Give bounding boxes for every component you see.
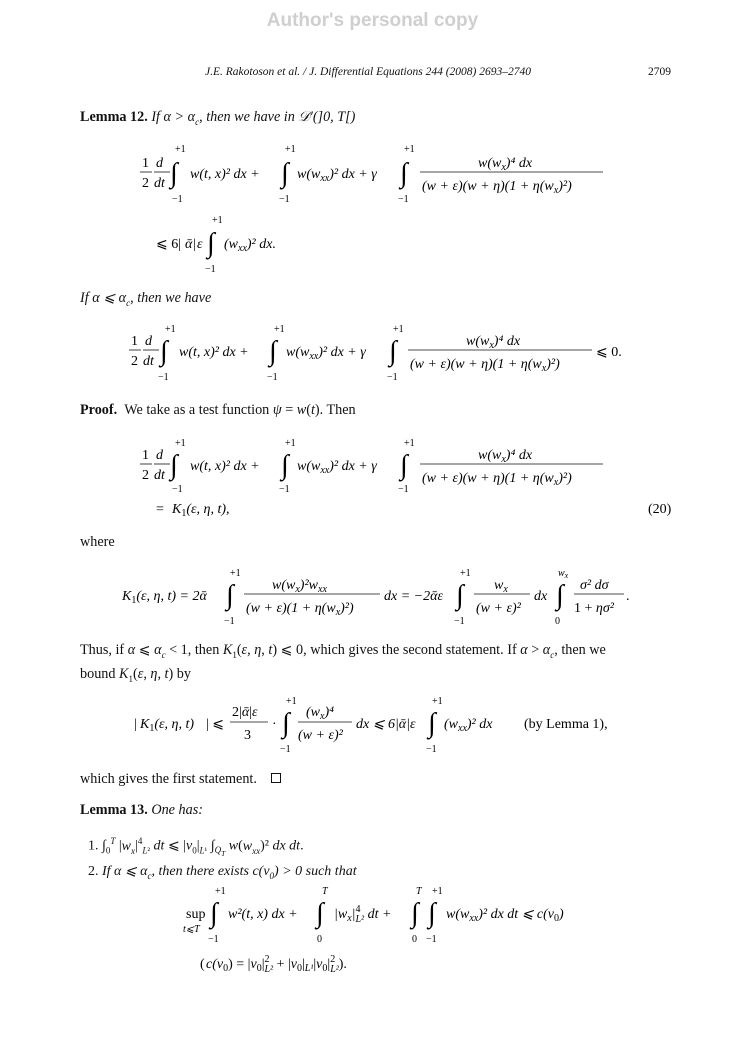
svg-text:=: = <box>156 502 164 517</box>
svg-text:|: | <box>193 237 196 252</box>
svg-text:1: 1 <box>142 448 149 463</box>
thus-line-2: bound $K_1(\varepsilon$, η, t) by <box>80 665 191 684</box>
svg-text:ε: ε <box>197 237 203 252</box>
svg-text:2: 2 <box>142 176 149 191</box>
proof-closing-text: which gives the first statement. <box>80 771 257 787</box>
equation-20 <box>0 432 745 522</box>
lemma13-sup-equation <box>0 880 745 990</box>
svg-text:(: ( <box>200 957 205 972</box>
svg-text:1: 1 <box>131 334 138 349</box>
list-item: 2. If α ⩽ $\alpha_c$, then there exists $c(v_0) > 0$ such that <box>88 864 357 882</box>
svg-text:2|ᾱ|ε: 2|ᾱ|ε <box>232 705 258 720</box>
svg-text:| ⩽: | ⩽ <box>206 717 225 732</box>
svg-text:−1: −1 <box>426 744 437 755</box>
svg-text:+1: +1 <box>165 324 176 335</box>
proof-label: Proof. <box>80 402 118 418</box>
lemma13-statement <box>80 801 675 820</box>
svg-text:w(wxx)² dx + γ: $w(w_{xx})^2$ dx + γ <box>286 345 366 362</box>
lemma12-label: Lemma 12. <box>80 109 148 125</box>
svg-text:T: T <box>416 886 422 897</box>
qed-symbol <box>271 773 281 783</box>
svg-text:dx: dx <box>534 589 548 604</box>
list-item: 1. $\int_0^T$ $|w_x|^4_{L^2}$ dt ⩽ $|v_0|_{L^1}$ $\int_{Q_T}$ $w(w_{xx})^2$ dx dt. <box>88 836 304 859</box>
lemma12-second-case: If α ⩽ $\alpha_c$, then we have <box>80 290 212 308</box>
where-text: where <box>80 534 115 550</box>
svg-text:∫: ∫ <box>207 228 215 259</box>
svg-text:−1: −1 <box>224 616 235 627</box>
svg-text:(w + ε)(1 + η(wx)²): $(w + \varepsilon)(1 + \eta(w_x)^2)$ <box>246 601 354 618</box>
svg-text:+1: +1 <box>175 144 186 155</box>
svg-text:∫: ∫ <box>556 580 564 611</box>
svg-text:(w + ε)²: (w + ε)² <box>298 728 343 743</box>
svg-text:w(wx)⁴ dx: $w(w_x)^4$ dx <box>478 448 533 465</box>
svg-text:+1: +1 <box>274 324 285 335</box>
svg-text:w(t, x)² dx +: w(t, x)² dx + <box>190 167 260 182</box>
svg-text:∫: ∫ <box>400 158 408 189</box>
svg-text:+1: +1 <box>212 215 223 226</box>
svg-text:−1: −1 <box>267 372 278 383</box>
svg-text:∫: ∫ <box>170 158 178 189</box>
svg-text:∫: ∫ <box>282 708 290 739</box>
watermark: Author's personal copy <box>266 10 479 31</box>
svg-text:−1: −1 <box>426 934 437 945</box>
svg-text:(w + ε)(w + η)(1 + η(wx)²): $(w + \varepsilon)(w + \eta)(1 + \eta(w_x)^2)$ <box>410 357 560 374</box>
svg-text:w(wxx)² dx + γ: $w(w_{xx})^2$ dx + γ <box>297 459 377 476</box>
svg-text:(wx)⁴: $(w_x)^4$ <box>306 705 334 722</box>
svg-text:∫: ∫ <box>160 336 168 367</box>
thus-paragraph <box>80 641 675 689</box>
svg-text:∫: ∫ <box>316 898 324 929</box>
svg-text:dx = −2ᾱε: dx = −2ᾱε <box>384 589 443 604</box>
svg-text:∫: ∫ <box>269 336 277 367</box>
bound-note: (by Lemma 1), <box>524 717 608 732</box>
svg-text:dx ⩽ 6|ᾱ|ε: dx ⩽ 6|ᾱ|ε <box>356 717 416 732</box>
svg-text:−1: −1 <box>398 484 409 495</box>
svg-text:(wxx)² dx: $(w_{xx})^2$ dx <box>444 717 493 734</box>
svg-text:−1: −1 <box>279 484 290 495</box>
svg-text:−1: −1 <box>208 934 219 945</box>
svg-text:·: · <box>272 717 277 732</box>
svg-text:dt: dt <box>154 468 165 483</box>
svg-text:0: 0 <box>317 934 322 945</box>
svg-text:(w + ε)²: (w + ε)² <box>476 601 521 616</box>
svg-text:K1(ε, η, t) = 2ᾱ: $K_1(\varepsilon$, η, t) = 2ᾱ <box>122 589 207 606</box>
svg-text:−1: −1 <box>158 372 169 383</box>
svg-text:σ² dσ: σ² dσ <box>580 578 609 593</box>
svg-text:−1: −1 <box>398 194 409 205</box>
svg-text:w(wx)⁴ dx: $w(w_x)^4$ dx <box>466 334 521 351</box>
K1-bound-equation <box>0 692 745 756</box>
svg-text:d: d <box>156 448 163 463</box>
item-number: 1. <box>88 838 99 854</box>
svg-text:d: d <box>156 156 163 171</box>
svg-text:1: 1 <box>142 156 149 171</box>
svg-text:+1: +1 <box>286 696 297 707</box>
svg-text:.: . <box>626 589 630 604</box>
lemma12-equation-2 <box>0 318 745 390</box>
svg-text:w(t, x)² dx +: w(t, x)² dx + <box>179 345 249 360</box>
svg-text:dt: dt <box>154 176 165 191</box>
svg-text:+1: +1 <box>432 696 443 707</box>
svg-text:3: 3 <box>244 728 251 743</box>
svg-text:∫: ∫ <box>226 580 234 611</box>
proof-closing <box>80 770 675 789</box>
svg-text:∫: ∫ <box>456 580 464 611</box>
svg-text:K1(ε, η, t),: $K_1(\varepsilon$, η, t), <box>172 502 230 519</box>
svg-text:2: 2 <box>142 468 149 483</box>
svg-text:w(t, x)² dx +: w(t, x)² dx + <box>190 459 260 474</box>
svg-text:+1: +1 <box>285 438 296 449</box>
svg-text:+1: +1 <box>393 324 404 335</box>
svg-text:t⩽T: t⩽T <box>183 924 200 935</box>
svg-text:|: | <box>134 717 137 732</box>
svg-text:∫: ∫ <box>411 898 419 929</box>
svg-text:w(wxx)² dx dt ⩽ c(v0): $w(w_{xx})^2$ dx dt ⩽ $c(v_0)$ <box>446 907 564 924</box>
svg-text:∫: ∫ <box>389 336 397 367</box>
svg-text:∫: ∫ <box>428 708 436 739</box>
svg-text:+1: +1 <box>432 886 443 897</box>
svg-text:+1: +1 <box>404 144 415 155</box>
svg-text:−1: −1 <box>172 484 183 495</box>
svg-text:0: 0 <box>555 616 560 627</box>
svg-text:dt: dt <box>143 354 154 369</box>
svg-text:(wxx)² dx.: $(w_{xx})^2$ dx. <box>224 237 276 254</box>
svg-text:+1: +1 <box>215 886 226 897</box>
svg-text:+1: +1 <box>175 438 186 449</box>
lemma12-statement: Lemma 12. If $\alpha > \alpha_c$, then we have in 𝒟′(]0, T[) <box>80 109 356 127</box>
svg-text:−1: −1 <box>172 194 183 205</box>
K1-definition-equation <box>0 562 745 634</box>
proof-intro: Proof. We take as a test function ψ = w(t). Then <box>80 402 356 418</box>
svg-text:−1: −1 <box>387 372 398 383</box>
svg-text:+1: +1 <box>285 144 296 155</box>
svg-text:K1(ε, η, t): $K_1(\varepsilon$, η, t) <box>140 717 195 734</box>
svg-text:⩽ 6|: ⩽ 6| <box>156 237 182 252</box>
svg-text:0: 0 <box>412 934 417 945</box>
svg-text:−1: −1 <box>454 616 465 627</box>
svg-text:−1: −1 <box>205 264 216 275</box>
svg-text:−1: −1 <box>279 194 290 205</box>
svg-text:1 + ησ²: 1 + ησ² <box>574 601 614 616</box>
lemma13-items <box>88 832 357 885</box>
svg-text:∫: ∫ <box>428 898 436 929</box>
lemma13-text: One has: <box>151 802 203 818</box>
svg-text:wx: $w_x$ <box>494 578 508 595</box>
svg-text:+1: +1 <box>460 568 471 579</box>
equation-20-number: (20) <box>648 502 672 517</box>
svg-text:w(wx)⁴ dx: $w(w_x)^4$ dx <box>478 156 533 173</box>
svg-text:(w + ε)(w + η)(1 + η(wx)²): $(w + \varepsilon)(w + \eta)(1 + \eta(w_x)^2)$ <box>422 179 572 196</box>
svg-text:c(v0) = |v0|2L² + |v0|L¹|v0|2L: $c(v_0) = |v_0|^2$ $L^2 + |v_0|_{L^1}|v_0|^2$ L²). <box>206 954 347 975</box>
svg-text:(w + ε)(w + η)(1 + η(wx)²): $(w + \varepsilon)(w + \eta)(1 + \eta(w_x)^2)$ <box>422 471 572 488</box>
svg-text:2: 2 <box>131 354 138 369</box>
thus-line-1: Thus, if α ⩽ $\alpha_c < 1$, then $K_1(\varepsilon$, η, t) ⩽ 0, which gives the second statement. If $\alpha > \alpha_c$, then we <box>80 642 606 660</box>
svg-text:d: d <box>145 334 152 349</box>
svg-text:ᾱ: ᾱ <box>185 237 193 252</box>
lemma12-equation-1 <box>0 140 745 280</box>
svg-text:∫: ∫ <box>400 450 408 481</box>
svg-text:w(wx)²wxx: $w(w_x)^2w_{xx}$ <box>272 578 327 595</box>
svg-text:∫: ∫ <box>170 450 178 481</box>
svg-text:w(wxx)² dx + γ: $w(w_{xx})^2$ dx + γ <box>297 167 377 184</box>
running-head: J.E. Rakotoson et al. / J. Differential Equations 244 (2008) 2693–2740 <box>205 66 532 78</box>
svg-text:|wx|4L² dt +: $|w_x|^4$ L² dt + <box>334 904 392 925</box>
svg-text:+1: +1 <box>404 438 415 449</box>
svg-text:∫: ∫ <box>210 898 218 929</box>
item-number: 2. <box>88 864 99 880</box>
svg-text:sup: sup <box>186 907 206 922</box>
svg-text:−1: −1 <box>280 744 291 755</box>
svg-text:∫: ∫ <box>281 158 289 189</box>
svg-text:+1: +1 <box>230 568 241 579</box>
page-number: 2709 <box>648 66 671 78</box>
svg-text:wx: $w_x$ <box>558 568 569 580</box>
svg-text:⩽ 0.: ⩽ 0. <box>596 345 622 360</box>
svg-text:∫: ∫ <box>281 450 289 481</box>
svg-text:w²(t, x) dx +: w²(t, x) dx + <box>228 907 298 922</box>
svg-text:T: T <box>322 886 328 897</box>
lemma13-label: Lemma 13. <box>80 802 148 818</box>
